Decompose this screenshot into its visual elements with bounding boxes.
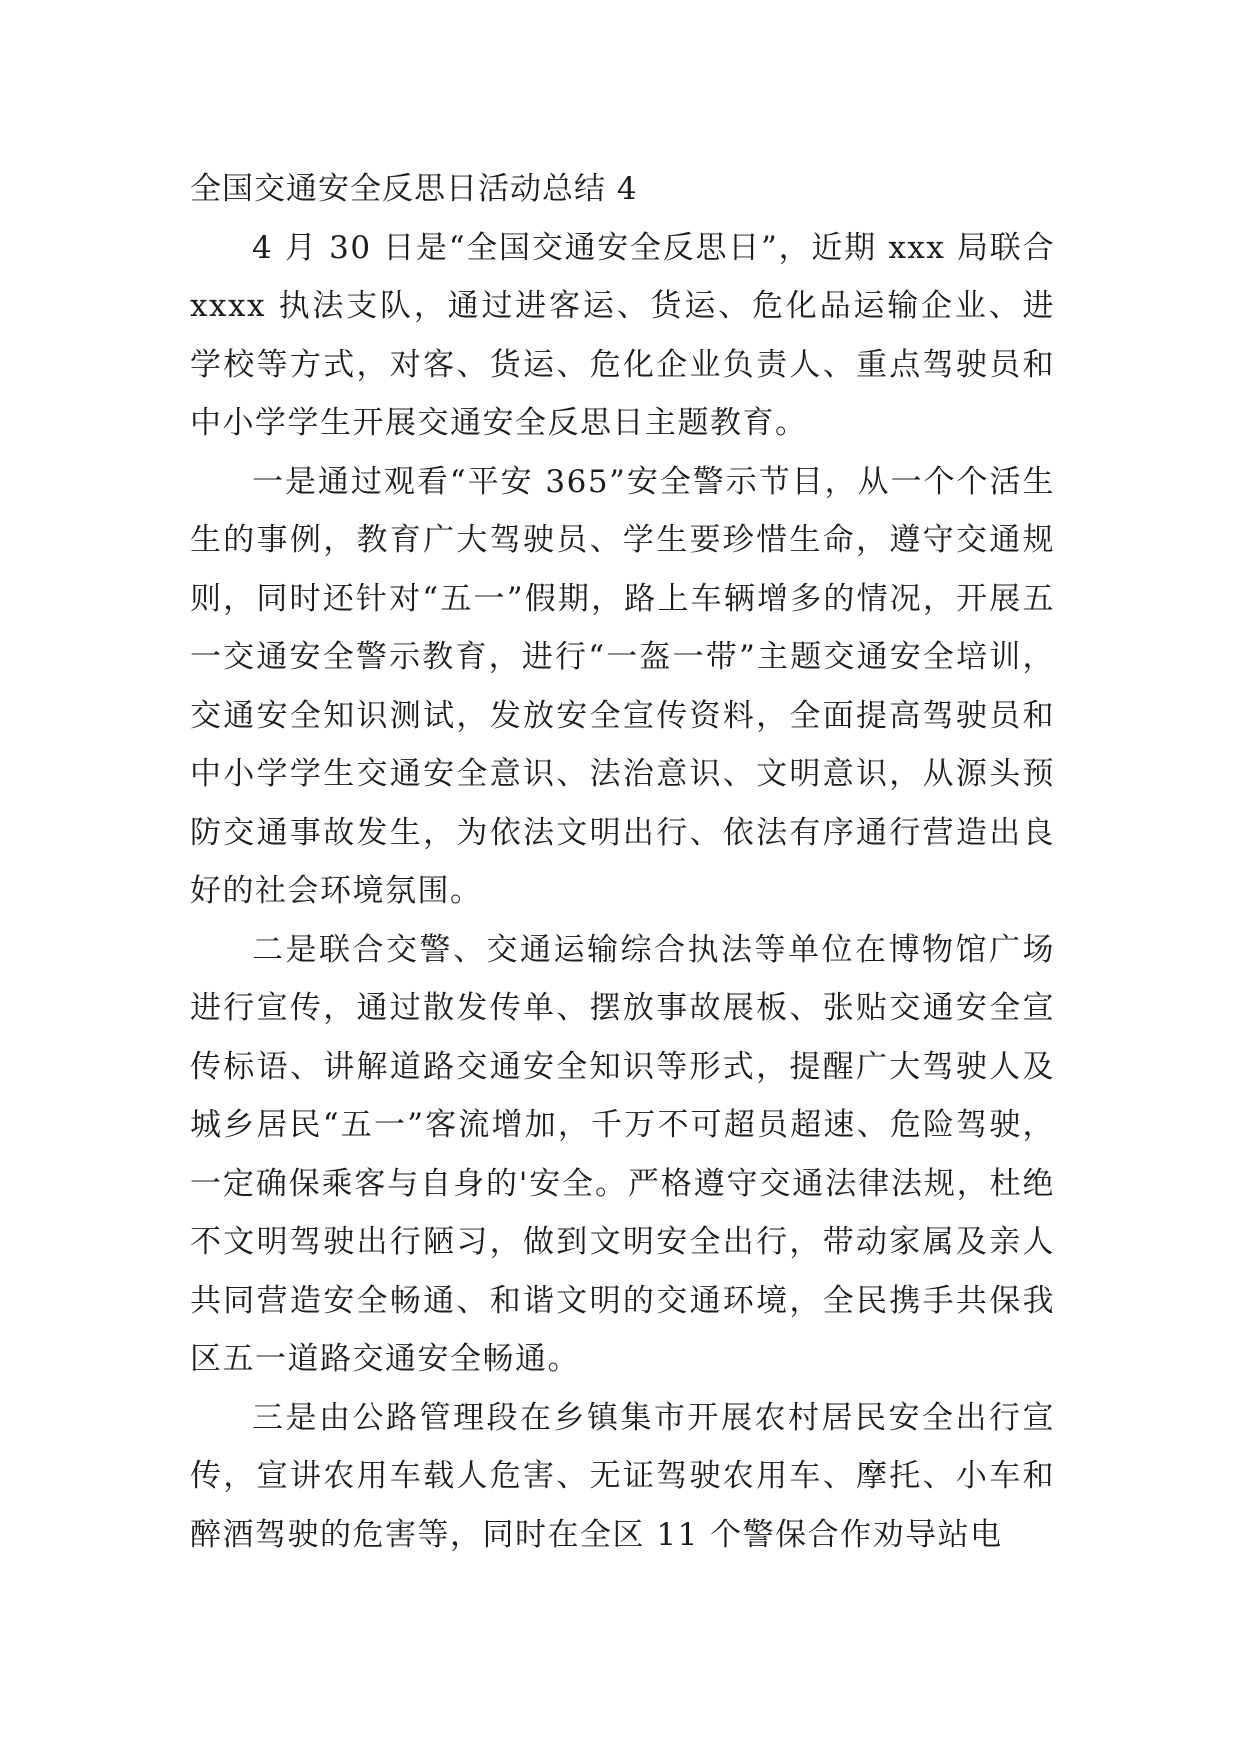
document-body [190,160,1055,1564]
document-title: 全国交通安全反思日活动总结 4 [190,171,638,207]
paragraph-first-measure: 一是通过观看“平安 365”安全警示节目，从一个个活生生的事例，教育广大驾驶员、学生要珍惜生命，遵守交通规则，同时还针对“五一”假期，路上车辆增多的情况，开展五一交通安全警示教育，进行“一盔一带”主题交通安全培训，交通安全知识测试，发放安全宣传资料，全面提高驾驶员和中小学学生交通安全意识、法治意识、文明意识，从源头预防交通事故发生，为依法文明出行、依法有序通行营造出良好的社会环境氛围。 [190,463,1055,909]
paragraph-second-measure: 二是联合交警、交通运输综合执法等单位在博物馆广场进行宣传，通过散发传单、摆放事故展板、张贴交通安全宣传标语、讲解道路交通安全知识等形式，提醒广大驾驶人及城乡居民“五一”客流增加，千万不可超员超速、危险驾驶，一定确保乘客与自身的'安全。严格遵守交通法律法规，杜绝不文明驾驶出行陋习，做到文明安全出行，带动家属及亲人共同营造安全畅通、和谐文明的交通环境，全民携手共保我区五一道路交通安全畅通。 [190,931,1055,1377]
paragraph-intro: 4 月 30 日是“全国交通安全反思日”，近期 xxx 局联合 xxxx 执法支队，通过进客运、货运、危化品运输企业、进学校等方式，对客、货运、危化企业负责人、重点驾驶员和中小学学生开展交通安全反思日主题教育。 [190,229,1055,441]
paragraph-third-measure: 三是由公路管理段在乡镇集市开展农村居民安全出行宣传，宣讲农用车载人危害、无证驾驶农用车、摩托、小车和醉酒驾驶的危害等，同时在全区 11 个警保合作劝导站电 [190,1399,1055,1553]
